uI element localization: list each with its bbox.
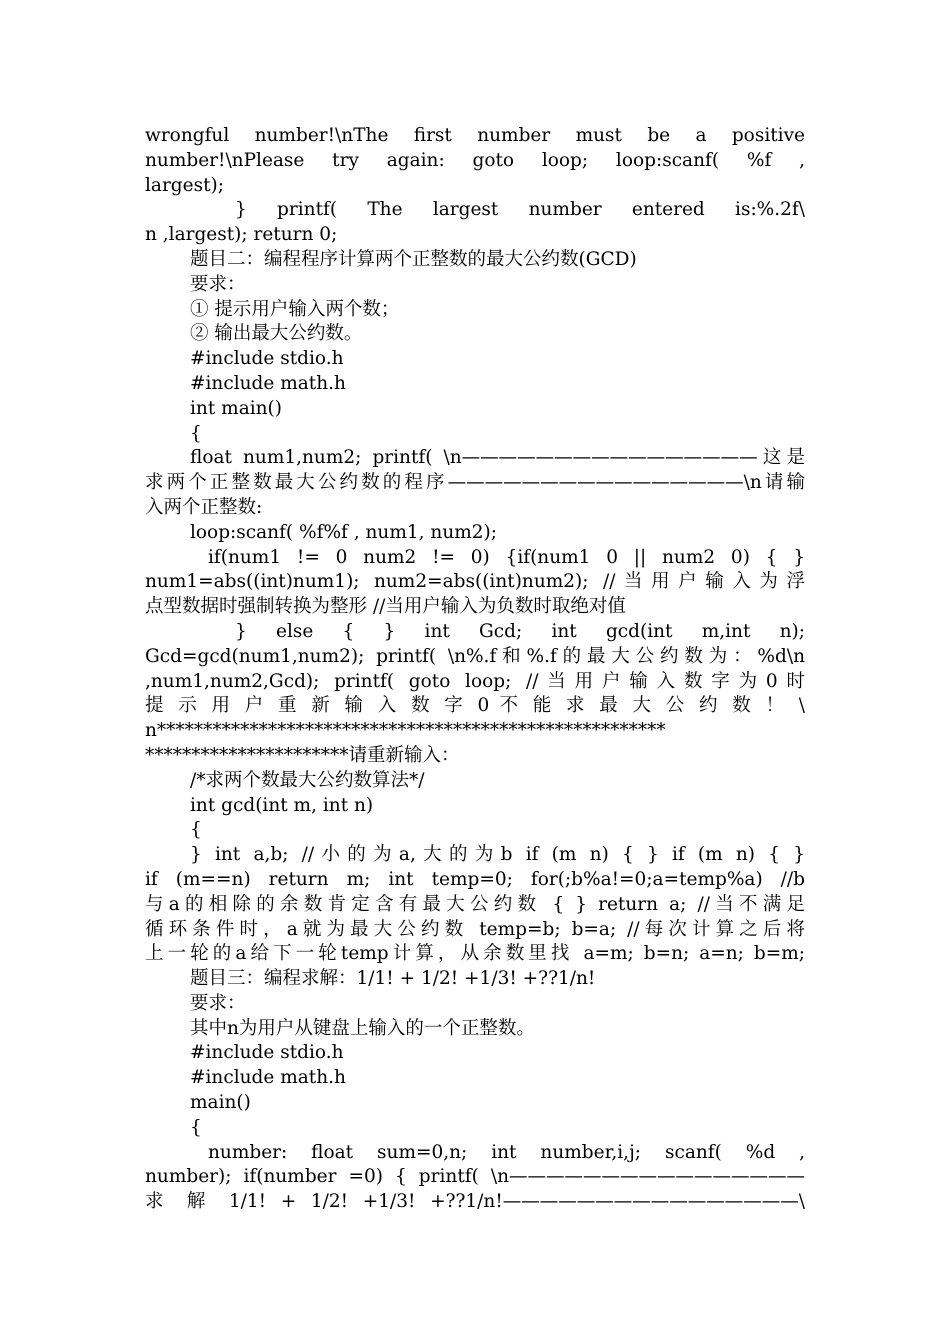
code-line: 入两个正整数: [145, 496, 263, 518]
code-line: float num1,num2; printf( \n————————————————这是 [190, 447, 805, 469]
code-line: if(num1 != 0 num2 != 0) {if(num1 0 || num2 0) { } [208, 546, 805, 568]
code-line: 提 示 用 户 重 新 输 入 数 字 0 不 能 求 最 大 公 约 数 ！ \ [145, 695, 805, 717]
code-line: #include stdio.h [190, 348, 344, 370]
code-line: 求 解 1/1! + 1/2! +1/3! +??1/n!————————————————\ [145, 1191, 805, 1213]
code-line: ,num1,num2,Gcd); printf( goto loop; //当用户输入数字为0时 [145, 670, 805, 692]
code-line: 求两个正整数最大公约数的程序————————————————\n请输 [145, 472, 805, 494]
document-page [145, 124, 805, 1215]
code-line: int gcd(int m, int n) [190, 794, 374, 816]
text-line: ② 输出最大公约数。 [190, 323, 363, 345]
code-line: number: float sum=0,n; int number,i,j; scanf( %d , [208, 1141, 805, 1163]
text-line: ① 提示用户输入两个数； [190, 298, 400, 320]
section-heading: 题目三：编程求解：1/1! + 1/2! +1/3! +??1/n! [190, 968, 596, 990]
code-line: 上一轮的a给下一轮temp计算，从余数里找 a=m; b=n; a=n; b=m; [145, 943, 805, 965]
code-line: int main() [190, 397, 282, 419]
code-line: num1=abs((int)num1); num2=abs((int)num2); //当用户输入为浮 [145, 571, 805, 593]
text-line: wrongful number!\nThe first number must be a positive [145, 125, 805, 146]
text-line: 要求： [190, 273, 246, 295]
code-line: **********************请重新输入： [145, 744, 460, 766]
text-line: 其中n为用户从键盘上输入的一个正整数。 [190, 1017, 535, 1039]
code-line: if (m==n) return m; int temp=0; for(;b%a!=0;a=temp%a) //b [145, 868, 805, 890]
text-line: number!\nPlease try again: goto loop; loop:scanf( %f , [145, 149, 805, 171]
code-line: 点型数据时强制转换为整形 //当用户输入为负数时取绝对值 [145, 596, 626, 618]
text-line: } printf( The largest number entered is:%.2f\ [235, 199, 805, 221]
code-line: #include math.h [190, 372, 346, 394]
code-line: loop:scanf( %f%f , num1, num2); [190, 521, 498, 543]
code-line: number); if(number =0) { printf( \n———————————————— [145, 1166, 805, 1188]
code-line: #include math.h [190, 1067, 346, 1089]
code-line: 循环条件时，a就为最大公约数 temp=b; b=a; //每次计算之后将 [145, 918, 805, 940]
code-line: n******************************************************* [145, 720, 666, 742]
code-line: { [190, 422, 202, 444]
code-line: } int a,b; //小的为a,大的为b if (m n) { } if (m n) { } [190, 844, 805, 866]
text-line: largest); [145, 174, 224, 196]
text-line: n ,largest); return 0; [145, 224, 338, 246]
section-heading: 题目二：编程程序计算两个正整数的最大公约数(GCD) [190, 248, 637, 270]
code-line: main() [190, 1092, 251, 1114]
code-line: #include stdio.h [190, 1042, 344, 1064]
code-line: { [190, 819, 202, 841]
text-line: 要求： [190, 992, 246, 1014]
code-line: /*求两个数最大公约数算法*/ [190, 769, 425, 791]
code-line: 与a的相除的余数肯定含有最大公约数 { } return a; //当不满足 [145, 893, 805, 915]
code-line: } else { } int Gcd; int gcd(int m,int n); [235, 620, 805, 642]
code-line: { [190, 1116, 202, 1138]
code-line: Gcd=gcd(num1,num2); printf( \n%.f和%.f的最大公约数为：%d\n [145, 645, 805, 667]
